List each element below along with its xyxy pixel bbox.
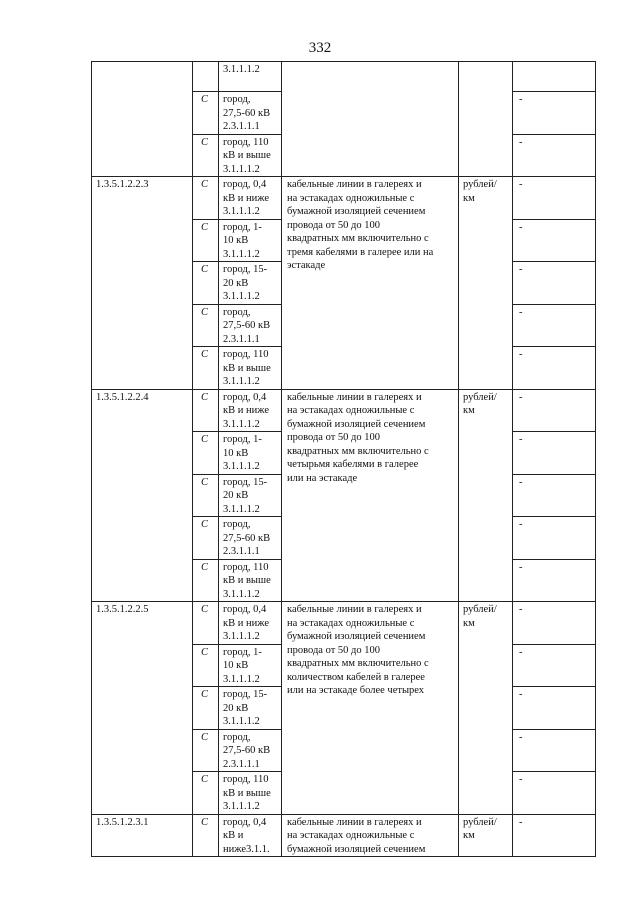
voltage-level: город, 0,4 кВ и ниже 3.1.1.1.2: [219, 389, 282, 432]
page-number: 332: [308, 40, 332, 56]
table-row: [92, 177, 596, 220]
voltage-symbol: C: [193, 729, 219, 772]
line-description: кабельные линии в галереях и на эстакадах одножильные с бумажной изоляцией сечением провода от 50 до 100 квадратных мм включительно с тремя кабелями в галерее или на эстакаде: [282, 177, 459, 390]
line-description: кабельные линии в галереях и на эстакадах одножильные с бумажной изоляцией сечением: [282, 814, 459, 857]
voltage-level: город, 15- 20 кВ 3.1.1.1.2: [219, 687, 282, 730]
voltage-level: город, 1- 10 кВ 3.1.1.1.2: [219, 219, 282, 262]
rate-value: -: [513, 347, 596, 390]
table-row: [92, 814, 596, 857]
line-description: [282, 62, 459, 177]
row-code: 1.3.5.1.2.2.4: [92, 389, 193, 602]
rate-value: -: [513, 304, 596, 347]
voltage-symbol: C: [193, 219, 219, 262]
row-code: 1.3.5.1.2.3.1: [92, 814, 193, 857]
voltage-symbol: C: [193, 432, 219, 475]
row-code: [92, 62, 193, 177]
rate-value: -: [513, 134, 596, 177]
voltage-level: город, 27,5-60 кВ 2.3.1.1.1: [219, 304, 282, 347]
voltage-symbol: C: [193, 644, 219, 687]
voltage-level: город, 15- 20 кВ 3.1.1.1.2: [219, 262, 282, 305]
voltage-symbol: C: [193, 517, 219, 560]
voltage-symbol: C: [193, 474, 219, 517]
unit-of-measure: рублей/ км: [459, 814, 513, 857]
table-row: [92, 389, 596, 432]
rate-value: -: [513, 559, 596, 602]
line-description: кабельные линии в галереях и на эстакадах одножильные с бумажной изоляцией сечением провода от 50 до 100 квадратных мм включительно с количеством кабелей в галерее или на эстакаде более четырех: [282, 602, 459, 815]
rate-value: -: [513, 687, 596, 730]
table-row: [92, 602, 596, 645]
voltage-symbol: C: [193, 262, 219, 305]
voltage-symbol: [193, 62, 219, 92]
voltage-level: 3.1.1.1.2: [219, 62, 282, 92]
voltage-level: город, 110 кВ и выше 3.1.1.1.2: [219, 772, 282, 815]
voltage-symbol: C: [193, 602, 219, 645]
voltage-symbol: C: [193, 92, 219, 135]
voltage-level: город, 110 кВ и выше 3.1.1.1.2: [219, 347, 282, 390]
voltage-symbol: C: [193, 687, 219, 730]
rate-value: -: [513, 177, 596, 220]
rate-value: -: [513, 729, 596, 772]
rate-value: [513, 62, 596, 92]
rate-value: -: [513, 644, 596, 687]
rate-value: -: [513, 517, 596, 560]
voltage-level: город, 0,4 кВ и ниже 3.1.1.1.2: [219, 602, 282, 645]
voltage-level: город, 27,5-60 кВ 2.3.1.1.1: [219, 729, 282, 772]
rate-value: -: [513, 772, 596, 815]
voltage-level: город, 1- 10 кВ 3.1.1.1.2: [219, 644, 282, 687]
table-row: [92, 62, 596, 92]
voltage-symbol: C: [193, 304, 219, 347]
rate-value: -: [513, 814, 596, 857]
voltage-level: город, 0,4 кВ и ниже 3.1.1.1.2: [219, 177, 282, 220]
voltage-symbol: C: [193, 814, 219, 857]
voltage-level: город, 0,4 кВ и ниже3.1.1.: [219, 814, 282, 857]
rate-value: -: [513, 474, 596, 517]
voltage-symbol: C: [193, 347, 219, 390]
voltage-level: город, 15- 20 кВ 3.1.1.1.2: [219, 474, 282, 517]
line-description: кабельные линии в галереях и на эстакадах одножильные с бумажной изоляцией сечением провода от 50 до 100 квадратных мм включительно с четырьмя кабелями в галерее или на эстакаде: [282, 389, 459, 602]
unit-of-measure: рублей/ км: [459, 602, 513, 815]
voltage-symbol: C: [193, 134, 219, 177]
tariff-table: [91, 61, 596, 857]
row-code: 1.3.5.1.2.2.5: [92, 602, 193, 815]
rate-value: -: [513, 92, 596, 135]
rate-value: -: [513, 262, 596, 305]
rate-value: -: [513, 602, 596, 645]
voltage-symbol: C: [193, 772, 219, 815]
voltage-symbol: C: [193, 559, 219, 602]
row-code: 1.3.5.1.2.2.3: [92, 177, 193, 390]
voltage-symbol: C: [193, 389, 219, 432]
unit-of-measure: рублей/ км: [459, 177, 513, 390]
rate-value: -: [513, 389, 596, 432]
voltage-level: город, 110 кВ и выше 3.1.1.1.2: [219, 134, 282, 177]
voltage-level: город, 27,5-60 кВ 2.3.1.1.1: [219, 517, 282, 560]
voltage-symbol: C: [193, 177, 219, 220]
voltage-level: город, 1- 10 кВ 3.1.1.1.2: [219, 432, 282, 475]
rate-value: -: [513, 432, 596, 475]
voltage-level: город, 27,5-60 кВ 2.3.1.1.1: [219, 92, 282, 135]
voltage-level: город, 110 кВ и выше 3.1.1.1.2: [219, 559, 282, 602]
rate-value: -: [513, 219, 596, 262]
unit-of-measure: [459, 62, 513, 177]
unit-of-measure: рублей/ км: [459, 389, 513, 602]
